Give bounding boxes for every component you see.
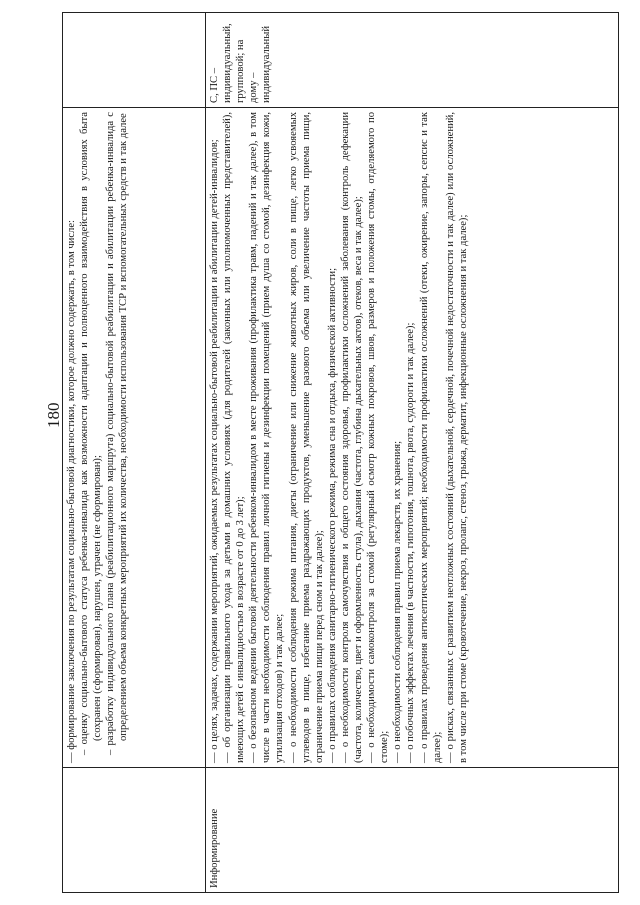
content-paragraph: — о правилах проведения антисептических мероприятий; необходимости профилактики осложнений (отеки, ожирение, запоры, сепсис и так далее); xyxy=(418,112,443,763)
content-paragraph: — о побочных эффектах лечения (в частности, гипотония, тошнота, рвота, судороги и так далее); xyxy=(405,322,417,763)
table-row xyxy=(206,13,619,893)
content-paragraph: — о необходимости самоконтроля за стомой (регулярный осмотр кожных покровов, швов, размеров и положения стомы, отделяемого по стоме); xyxy=(366,112,391,763)
rehabilitation-table xyxy=(62,12,619,893)
page-number: 180 xyxy=(44,402,63,428)
content-paragraph: — формирование заключения по результатам социально-бытовой диагностики, которое должно содержать, в том числе: xyxy=(66,220,77,763)
form-cell xyxy=(63,13,206,108)
content-cell xyxy=(206,108,619,768)
category-cell xyxy=(63,768,206,893)
rotated-page xyxy=(62,13,618,893)
content-paragraph: — о необходимости соблюдения режима питания, диеты (ограничение или снижение животных жиров, соли в пище, легко усвояемых углеводов в пище, избегание приема раздражающих продуктов, уменьшение разового объема или увеличение частоты приема пищи, ограничение приема пищи перед сном и так далее); xyxy=(287,112,325,763)
table-row xyxy=(63,13,206,893)
content-paragraph: — о безопасном ведении бытовой деятельности ребенком-инвалидом в месте проживания (профилактика травм, падений и так далее), в том числе в части необходимости соблюдения правил личной гигиены и дезинфекции помещений (прием душа со стомой, дезинфекция кожи, утилизация отходов) и так далее; xyxy=(248,112,286,763)
content-paragraph: — о правилах соблюдения санитарно-гигиенического режима, режима сна и отдыха, физической активности; xyxy=(326,267,338,763)
content-subitem: – оценку социально-бытового статуса ребенка-инвалида как возможности адаптации и полноценного взаимодействия в условиях быта (сохранен (сформирован), нарушен, утрачен (не сформирован); xyxy=(79,112,104,755)
content-cell xyxy=(63,108,206,768)
content-paragraph: — о необходимости контроля самочувствия и общего состояния здоровья, профилактики осложнений заболевания (контроль дефекации (частота, количество, цвет и оформленность стула), дыхания (частота, глубина дыхательных актов), отеков, веса и так далее); xyxy=(339,112,365,763)
content-subitem: – разработку индивидуального плана (реабилитационного маршрута) социально-бытовой реабилитации и абилитации ребенка-инвалида с определением объема конкретных мероприятий их количества, необходимости использования ТСР и вспомогательных средств и так далее xyxy=(105,112,130,755)
form-cell: С, ПС – индивидуальный, групповой; на дому – индивидуальный xyxy=(206,13,619,108)
content-paragraph: — о необходимости соблюдения правил приема лекарств, их хранения; xyxy=(392,440,404,763)
content-paragraph: — об организации правильного ухода за детьми в домашних условиях (для родителей (законных или уполномоченных представителей), имеющих детей с инвалидностью в возрасте от 0 до 3 лет); xyxy=(222,112,247,763)
content-paragraph: — о рисках, связанных с развитием неотложных состояний (дыхательной, сердечной, почечной недостаточности и так далее) или осложнений, в том числе при стоме (кровотечение, некроз, пролапс, стеноз, грыжа, дерматит, инфекционные осложнения и так далее); xyxy=(444,112,469,763)
content-paragraph: — о целях, задачах, содержании мероприятий, ожидаемых результатах социально-бытовой реабилитации и абилитации детей-инвалидов; xyxy=(209,139,220,763)
category-cell: Информирование xyxy=(206,768,619,893)
